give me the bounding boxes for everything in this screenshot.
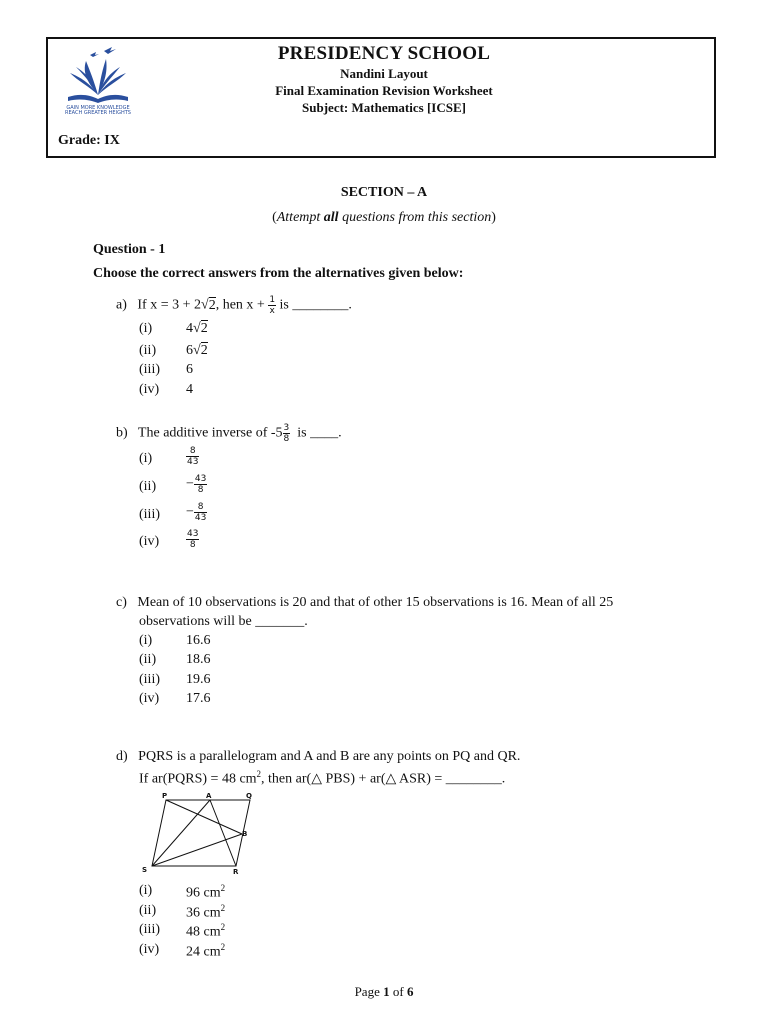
qd-opt-val: 24 cm <box>186 944 221 960</box>
label-s: S <box>142 866 148 874</box>
qd-text-2d: ASR) = ________. <box>396 771 506 787</box>
segment-pb <box>166 800 242 834</box>
qd-option-num: (ii) <box>139 903 157 918</box>
qa-option-value: 6 <box>186 362 193 377</box>
qb-option-num: (iii) <box>139 507 160 522</box>
question-instruction: Choose the correct answers from the alternatives given below: <box>93 266 464 281</box>
qa-option-num: (ii) <box>139 343 157 358</box>
qd-opt-sup: 2 <box>220 883 226 893</box>
qb-opt-den: 43 <box>194 513 207 523</box>
qb-label: b) <box>116 425 128 441</box>
footer-page-word: Page <box>354 984 384 999</box>
label-p: P <box>162 792 168 800</box>
qb-text-2: is ____. <box>293 425 342 441</box>
qd-opt-sup: 2 <box>220 922 226 932</box>
grade-label: Grade: IX <box>58 133 120 148</box>
qd-option-value <box>186 942 225 961</box>
question-c-line-2: observations will be _______. <box>139 614 308 629</box>
qb-option-value <box>186 474 207 495</box>
qb-text-1: The additive inverse of -5 <box>137 425 283 441</box>
school-name: PRESIDENCY SCHOOL <box>277 43 491 64</box>
qb-opt-num: 43 <box>194 474 207 484</box>
qc-option-num: (iv) <box>139 691 160 706</box>
label-a: A <box>206 792 212 800</box>
qa-sqrt-arg: 2 <box>208 297 216 313</box>
note-attempt: Attempt <box>276 210 324 225</box>
qc-label: c) <box>116 595 127 610</box>
qd-option-num: (i) <box>139 883 153 898</box>
qa-option-value: 4 <box>186 382 193 397</box>
logo-text-2: REACH GREATER HEIGHTS <box>65 110 131 115</box>
note-close: ) <box>491 210 496 225</box>
qa-option-value: 4√2 <box>186 321 208 336</box>
question-d-line-1 <box>116 749 520 765</box>
qb-opt-sign: − <box>186 476 194 492</box>
qd-text-1: PQRS is a parallelogram and A and B are any points on PQ and QR. <box>138 749 521 764</box>
note-open: ( <box>272 210 277 225</box>
qc-option-num: (iii) <box>139 672 160 687</box>
qc-option-num: (ii) <box>139 652 157 667</box>
qb-opt-frac <box>194 474 207 495</box>
qa-label: a) <box>116 297 127 313</box>
qd-opt-val: 36 cm <box>186 905 221 921</box>
qb-opt-den: 43 <box>187 457 199 467</box>
qd-opt-val: 96 cm <box>186 885 221 901</box>
qa-text-2: , hen x + <box>215 297 269 313</box>
qc-option-value: 18.6 <box>186 652 211 667</box>
footer-page-num: 1 <box>383 984 390 999</box>
qa-frac-den: x <box>269 306 275 316</box>
qc-text-1: Mean of 10 observations is 20 and that of other 15 observations is 16. Mean of all 25 <box>137 595 614 610</box>
parallelogram-figure <box>140 790 260 880</box>
qa-option-num: (i) <box>139 321 153 336</box>
qd-opt-val: 48 cm <box>186 924 221 940</box>
qc-option-value: 17.6 <box>186 691 211 706</box>
qb-option-num: (ii) <box>139 479 157 494</box>
qd-text-2a: If ar(PQRS) = 48 cm <box>139 771 257 787</box>
label-b: B <box>242 830 248 838</box>
branch-name: Nandini Layout <box>340 66 428 81</box>
triangle-symbol: △ <box>385 771 397 787</box>
note-all: all <box>323 210 339 225</box>
qd-label: d) <box>116 749 128 764</box>
label-r: R <box>233 868 239 876</box>
qd-sup: 2 <box>256 769 262 779</box>
qa-fraction <box>268 295 276 316</box>
qc-option-value: 19.6 <box>186 672 211 687</box>
qa-text-1: If x = 3 + 2 <box>137 297 202 313</box>
qb-option-value <box>186 529 199 550</box>
qa-text-3: is ________. <box>276 297 352 313</box>
qa-option-value: 6√2 <box>186 343 208 358</box>
qd-option-value <box>186 922 225 941</box>
qb-opt-den: 8 <box>189 540 196 550</box>
qd-option-num: (iv) <box>139 942 160 957</box>
qb-opt-frac <box>194 502 207 523</box>
worksheet-title: Final Examination Revision Worksheet <box>275 83 493 98</box>
subject-line: Subject: Mathematics [ICSE] <box>302 100 466 115</box>
qb-option-num: (i) <box>139 451 153 466</box>
qb-opt-num: 8 <box>194 502 207 513</box>
qa-option-num: (iii) <box>139 362 160 377</box>
qa-option-num: (iv) <box>139 382 160 397</box>
logo-text-1: GAIN MORE KNOWLEDGE <box>66 105 130 111</box>
qb-option-value <box>186 446 199 467</box>
qa-opt-rad: 2 <box>200 321 208 336</box>
qc-option-num: (i) <box>139 633 153 648</box>
qd-option-value <box>186 903 225 922</box>
qd-text-2c: PBS) + ar( <box>321 771 386 787</box>
qa-opt-coef: 4 <box>186 321 193 336</box>
question-b <box>116 423 342 444</box>
qb-opt-frac <box>186 446 199 467</box>
qc-option-value: 16.6 <box>186 633 211 648</box>
qd-opt-sup: 2 <box>220 942 226 952</box>
qd-opt-sup: 2 <box>220 903 226 913</box>
question-a: a) If x = 3 + 2√2, hen x + $\frac{1}{x}$ is ________. <box>116 295 352 316</box>
qb-option-num: (iv) <box>139 534 160 549</box>
qb-opt-num: 8 <box>186 446 199 457</box>
qb-opt-frac <box>186 529 199 550</box>
qb-opt-sign: − <box>186 504 194 520</box>
qb-frac-den: 8 <box>283 434 290 444</box>
segment-ar <box>210 800 236 866</box>
qb-opt-den: 8 <box>197 485 204 495</box>
qb-fraction <box>283 423 291 444</box>
qd-text-2b: , then ar( <box>261 771 312 787</box>
page-footer <box>0 984 768 1000</box>
section-note <box>0 210 768 226</box>
qa-frac-num: 1 <box>269 295 276 305</box>
triangle-symbol: △ <box>311 771 322 787</box>
qb-opt-num: 43 <box>187 529 199 539</box>
qa-opt-coef: 6 <box>186 343 193 358</box>
note-rest: questions from this section <box>338 210 492 225</box>
question-d-line-2 <box>139 769 505 788</box>
footer-page-total: 6 <box>406 984 414 999</box>
qb-frac-num: 3 <box>283 423 290 433</box>
qa-opt-rad: 2 <box>200 343 208 358</box>
footer-of-word: of <box>389 984 407 999</box>
qd-option-value <box>186 883 225 902</box>
label-q: Q <box>246 792 252 800</box>
section-title: SECTION – A <box>340 185 428 200</box>
question-c-line-1 <box>116 595 613 611</box>
qb-option-value <box>186 502 207 523</box>
qd-option-num: (iii) <box>139 922 160 937</box>
question-heading: Question - 1 <box>93 242 166 257</box>
